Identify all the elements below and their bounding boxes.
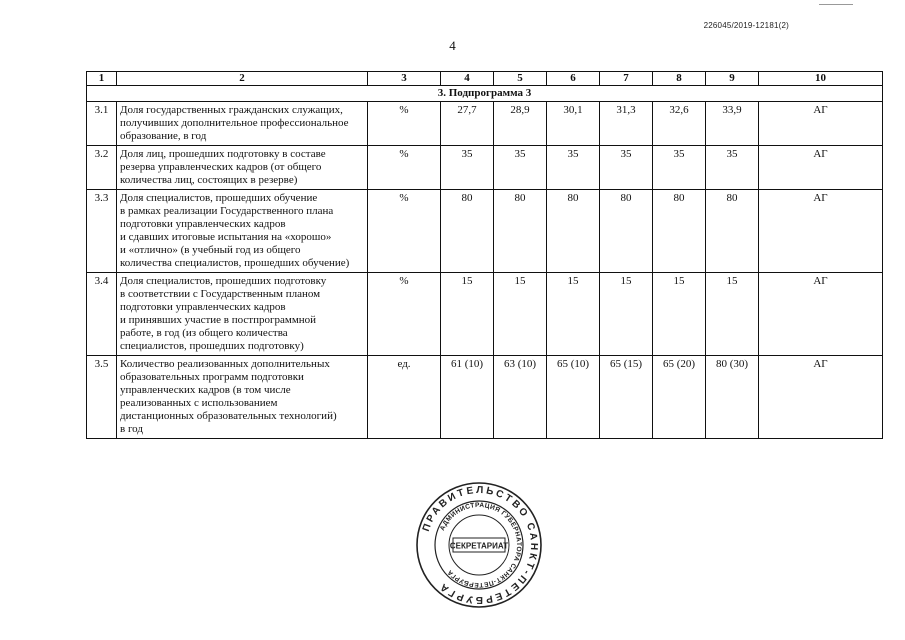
indicator-name-line: резерва управленческих кадров (от общего [120,161,322,173]
value-cell: 35 [600,146,653,190]
value-cell: 65 (20) [653,356,706,439]
indicator-name-line: в год [120,423,143,435]
stamp-outer-text: ПРАВИТЕЛЬСТВО САНКТ-ПЕТЕРБУРГА [420,484,540,606]
responsible-cell: АГ [759,190,883,273]
table-row [87,356,883,439]
indicator-name-line: работе, в год (из общего количества [120,327,288,339]
value-cell: 32,6 [653,102,706,146]
indicator-name-line: Доля специалистов, прошедших обучение [120,192,318,204]
unit-cell: % [368,102,441,146]
indicator-name-line: и сдавших итоговые испытания на «хорошо» [120,231,332,243]
row-number: 3.2 [87,146,117,190]
value-cell: 61 (10) [441,356,494,439]
indicator-name-line: в соответствии с Государственным планом [120,288,321,300]
value-cell: 65 (10) [547,356,600,439]
table-row [87,146,883,190]
header-cell: 8 [653,72,706,86]
indicator-name-line: подготовки управленческих кадров [120,301,286,313]
indicator-name-line: Количество реализованных дополнительных [120,358,330,370]
header-cell: 9 [706,72,759,86]
value-cell: 35 [706,146,759,190]
table-row [87,273,883,356]
value-cell: 15 [653,273,706,356]
table-header-row [87,72,883,86]
header-cell: 4 [441,72,494,86]
responsible-cell: АГ [759,146,883,190]
indicator-name-line: в рамках реализации Государственного плана [120,205,334,217]
row-number: 3.5 [87,356,117,439]
table-row [87,190,883,273]
value-cell: 80 [441,190,494,273]
value-cell: 80 [653,190,706,273]
row-number: 3.4 [87,273,117,356]
value-cell: 15 [600,273,653,356]
table-row [87,102,883,146]
header-cell: 3 [368,72,441,86]
header-cell: 7 [600,72,653,86]
value-cell: 15 [494,273,547,356]
corner-mark [819,4,853,5]
header-cell: 2 [117,72,368,86]
value-cell: 80 (30) [706,356,759,439]
indicators-table [86,71,883,439]
header-cell: 1 [87,72,117,86]
indicator-name-line: получивших дополнительное профессиональное [120,117,349,129]
row-number: 3.1 [87,102,117,146]
value-cell: 80 [706,190,759,273]
indicator-name-line: специалистов, прошедших подготовку) [120,340,304,352]
section-title: 3. Подпрограмма 3 [87,86,883,102]
indicator-name-line: образование, в год [120,130,207,142]
unit-cell: ед. [368,356,441,439]
section-row [87,86,883,102]
value-cell: 63 (10) [494,356,547,439]
indicator-name [117,190,368,273]
indicator-name-line: Доля специалистов, прошедших подготовку [120,275,327,287]
indicator-name-line: образовательных программ подготовки [120,371,304,383]
secretariat-stamp [415,481,543,609]
unit-cell: % [368,190,441,273]
indicator-name-line: подготовки управленческих кадров [120,218,286,230]
unit-cell: % [368,146,441,190]
responsible-cell: АГ [759,356,883,439]
indicator-name-line: реализованных с использованием [120,397,278,409]
value-cell: 28,9 [494,102,547,146]
header-cell: 5 [494,72,547,86]
value-cell: 65 (15) [600,356,653,439]
header-cell: 6 [547,72,600,86]
indicator-name-line: количества лиц, состоящих в резерве) [120,174,298,186]
value-cell: 33,9 [706,102,759,146]
indicator-name [117,102,368,146]
unit-cell: % [368,273,441,356]
value-cell: 35 [547,146,600,190]
value-cell: 80 [600,190,653,273]
value-cell: 35 [653,146,706,190]
indicator-name-line: Доля лиц, прошедших подготовку в составе [120,148,326,160]
indicator-name-line: дистанционных образовательных технологий) [120,410,337,422]
stamp-center-text: СЕКРЕТАРИАТ [449,541,509,551]
value-cell: 15 [706,273,759,356]
page-number: 4 [449,38,456,53]
indicator-name-line: и принявших участие в постпрограммной [120,314,317,326]
value-cell: 27,7 [441,102,494,146]
indicator-name [117,146,368,190]
value-cell: 31,3 [600,102,653,146]
row-number: 3.3 [87,190,117,273]
indicator-name-line: и «отлично» (в учебный год из общего [120,244,301,256]
indicator-name-line: Доля государственных гражданских служащих, [120,104,343,116]
value-cell: 35 [441,146,494,190]
value-cell: 80 [494,190,547,273]
indicator-name [117,273,368,356]
value-cell: 15 [441,273,494,356]
value-cell: 30,1 [547,102,600,146]
indicator-name-line: управленческих кадров (в том числе [120,384,291,396]
responsible-cell: АГ [759,102,883,146]
indicator-name [117,356,368,439]
stamp-inner-text: АДМИНИСТРАЦИЯ ГУБЕРНАТОРА САНКТ-ПЕТЕРБУРГА [439,501,523,589]
value-cell: 80 [547,190,600,273]
responsible-cell: АГ [759,273,883,356]
value-cell: 15 [547,273,600,356]
value-cell: 35 [494,146,547,190]
indicator-name-line: количества специалистов, прошедших обучение) [120,257,350,269]
header-cell: 10 [759,72,883,86]
document-id: 226045/2019-12181(2) [703,21,789,30]
